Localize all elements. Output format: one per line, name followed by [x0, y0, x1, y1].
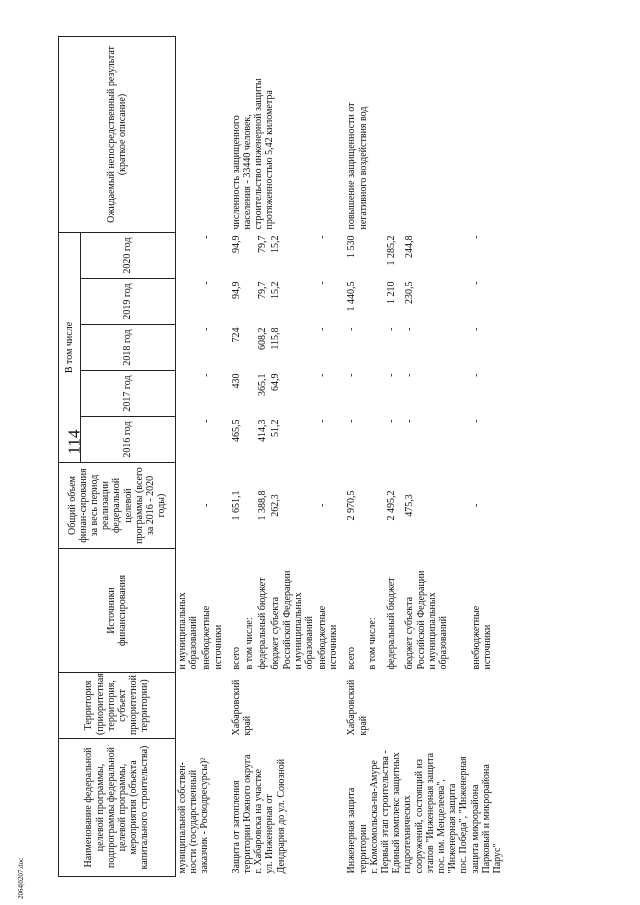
year-amount-cell: 1 210: [385, 281, 397, 304]
total-amount-cell: [243, 463, 256, 549]
year-amount-cell: 94,9: [230, 235, 242, 253]
funding-source-line: всего: [230, 646, 242, 670]
territory-text: Хабаровский край: [230, 679, 253, 736]
total-amount-cell: 2 495,2: [385, 490, 397, 521]
funding-source-cell: [385, 549, 404, 673]
territory-text: Хабаровский край: [346, 679, 369, 736]
funding-source-cell: [470, 549, 505, 673]
header-result: Ожидаемый непосредственный результат (краткое описание): [59, 36, 176, 232]
table-row: [176, 36, 201, 876]
measure-name-line: "Инженерная защита: [447, 783, 459, 874]
year-amount-cell: [366, 325, 385, 371]
total-amount-cell: 2 970,5: [346, 490, 358, 521]
funding-source-cell: [256, 549, 269, 673]
table-row: [225, 36, 243, 876]
year-amount-cell: -: [470, 235, 482, 239]
year-amount-cell: [243, 325, 256, 371]
year-amount-cell: -: [385, 373, 397, 377]
footer-file-code: 2064|0207.doc: [17, 857, 25, 899]
year-amount-cell: -: [346, 419, 358, 423]
funding-source-line: в том числе:: [243, 617, 255, 670]
year-amount-cell: 414,3: [257, 419, 269, 442]
funding-source-line: внебюджетные: [470, 605, 482, 670]
funding-source-cell: [176, 549, 201, 673]
year-amount-cell: -: [346, 373, 358, 377]
funding-source-line: в том числе:: [367, 617, 379, 670]
year-amount-cell: [366, 232, 385, 278]
measure-name-line: территории: [357, 824, 369, 874]
total-amount-cell: 1 651,1: [230, 490, 242, 521]
measure-name-line: Единый комплекс защитных: [391, 752, 403, 874]
funding-source-line: Российской Федерации: [281, 570, 293, 670]
financing-table: [58, 36, 504, 877]
funding-source-cell: [340, 549, 366, 673]
expected-result-line: протяженностью 5,42 километра: [264, 90, 276, 230]
year-amount-cell: [176, 325, 201, 371]
total-amount-cell: -: [201, 503, 213, 508]
territory-cell: [176, 673, 225, 739]
year-amount-cell: 79,7: [257, 281, 269, 299]
measure-name-line: ности (государственный: [188, 769, 200, 874]
header-year: 2018 год: [81, 325, 176, 371]
header-year: 2019 год: [81, 279, 176, 325]
funding-source-cell: [403, 549, 469, 673]
measure-name-line: заказчик - Росводресурсы)²: [199, 757, 211, 874]
measure-name-line: пос. Победа", "Инженерная: [458, 756, 470, 874]
year-amount-cell: 724: [230, 327, 242, 343]
measure-name-cell: [176, 739, 225, 877]
year-amount-cell: -: [201, 327, 213, 331]
funding-source-line: и муниципальных: [177, 592, 188, 670]
expected-result-line: негативного воздействия вод: [357, 106, 369, 230]
measure-name-line: Инженерная защита: [346, 787, 358, 874]
year-amount-cell: -: [470, 327, 482, 331]
year-amount-cell: 1 285,2: [385, 235, 397, 266]
header-including: В том числе: [59, 232, 81, 462]
header-year: 2017 год: [81, 371, 176, 417]
year-amount-cell: -: [317, 281, 329, 285]
year-amount-cell: 94,9: [230, 281, 242, 299]
header-name: Наименование федеральной целевой программы, подпрограммы федеральной целевой программы, мероприятия (объекта капитального строительства): [59, 739, 176, 877]
total-amount-cell: 1 388,8: [257, 490, 269, 521]
funding-source-line: внебюджетные: [201, 605, 213, 670]
year-amount-cell: 115,8: [270, 327, 282, 350]
funding-source-cell: [316, 549, 340, 673]
expected-result-line: строительство инженерной защиты: [253, 78, 265, 230]
funding-source-line: всего: [346, 646, 358, 670]
funding-source-line: бюджет субъекта: [404, 596, 416, 670]
year-amount-cell: -: [201, 235, 213, 239]
year-amount-cell: 465,5: [230, 419, 242, 442]
year-amount-cell: 1 530: [346, 235, 358, 258]
measure-name-line: сооружений, состоящий из: [413, 759, 425, 874]
funding-source-line: внебюджетные: [317, 605, 329, 670]
year-amount-cell: [243, 279, 256, 325]
year-amount-cell: -: [404, 373, 416, 377]
measure-name-line: г. Хабаровска на участке: [253, 768, 265, 874]
funding-source-cell: [243, 549, 256, 673]
year-amount-cell: [243, 371, 256, 417]
year-amount-cell: -: [346, 327, 358, 331]
funding-source-line: источники: [212, 624, 224, 670]
header-year: 2020 год: [81, 232, 176, 278]
year-amount-cell: [176, 232, 201, 278]
funding-source-line: и муниципальных: [292, 592, 304, 670]
header-territory: Территория (приоритетная территория, субъект приоритетной территории): [59, 673, 176, 739]
year-amount-cell: [243, 232, 256, 278]
measure-name-line: г. Комсомольска-на-Амуре: [368, 760, 380, 874]
expected-result-cell: [225, 36, 341, 232]
year-amount-cell: 230,5: [404, 281, 416, 304]
year-amount-cell: [176, 417, 201, 463]
table-row: [340, 36, 366, 876]
year-amount-cell: [176, 279, 201, 325]
expected-result-line: повышение защищенности от: [346, 102, 358, 230]
funding-source-cell: [269, 549, 316, 673]
measure-name-line: защита микрорайона: [469, 784, 481, 874]
funding-source-cell: [366, 549, 385, 673]
year-amount-cell: -: [317, 327, 329, 331]
measure-name-line: муниципальной собствен-: [177, 762, 188, 874]
year-amount-cell: -: [404, 327, 416, 331]
funding-source-line: бюджет субъекта: [270, 596, 282, 670]
funding-source-line: Российской Федерации: [415, 570, 427, 670]
funding-source-line: федеральный бюджет: [385, 577, 397, 670]
funding-source-line: источники: [481, 624, 493, 670]
year-amount-cell: 365,1: [257, 373, 269, 396]
year-amount-cell: -: [470, 373, 482, 377]
year-amount-cell: -: [317, 373, 329, 377]
year-amount-cell: -: [201, 281, 213, 285]
measure-name-line: Защита от затопления: [230, 780, 242, 874]
year-amount-cell: -: [404, 419, 416, 423]
year-amount-cell: -: [385, 419, 397, 423]
total-amount-cell: 262,3: [270, 494, 282, 517]
year-amount-cell: -: [385, 327, 397, 331]
measure-name-line: Дендрария до ул. Союзной: [275, 758, 287, 874]
total-amount-cell: -: [317, 503, 329, 508]
header-total: Общий объем финан-сирования за весь период реализации федеральной целевой программы (всего за 2016 - 2020 годы): [59, 463, 176, 549]
total-amount-cell: [366, 463, 385, 549]
funding-source-line: федеральный бюджет: [257, 577, 269, 670]
measure-name-cell: [340, 739, 504, 877]
measure-name-line: Парус": [491, 843, 503, 874]
funding-source-line: и муниципальных: [426, 592, 438, 670]
total-amount-cell: [176, 463, 201, 549]
measure-name-line: этапов "Инженерная защита: [424, 752, 436, 874]
year-amount-cell: 430: [230, 373, 242, 389]
funding-source-cell: [200, 549, 224, 673]
expected-result-line: населения - 33440 человек,: [241, 114, 253, 230]
year-amount-cell: 79,7: [257, 235, 269, 253]
funding-source-line: образований: [438, 615, 449, 670]
funding-source-line: образований: [303, 615, 315, 670]
table-body: [176, 36, 505, 876]
territory-cell: [340, 673, 504, 739]
year-amount-cell: [243, 417, 256, 463]
year-amount-cell: 51,2: [270, 419, 282, 437]
measure-name-line: пос. им. Менделеева",: [435, 779, 447, 874]
measure-name-line: территории Южного округа: [241, 754, 253, 874]
year-amount-cell: [176, 371, 201, 417]
rotated-table-container: [58, 37, 636, 877]
measure-name-cell: [225, 739, 341, 877]
total-amount-cell: 475,3: [404, 494, 416, 517]
expected-result-cell: [176, 36, 225, 232]
year-amount-cell: -: [470, 419, 482, 423]
year-amount-cell: -: [317, 419, 329, 423]
year-amount-cell: 1 440,5: [346, 281, 358, 312]
header-year: 2016 год: [81, 417, 176, 463]
expected-result-cell: [340, 36, 504, 232]
year-amount-cell: -: [317, 235, 329, 239]
funding-source-cell: [225, 549, 243, 673]
measure-name-line: ул. Инженерная от: [264, 794, 276, 874]
measure-name-line: Парковый и микрорайона: [480, 764, 492, 874]
year-amount-cell: -: [201, 419, 213, 423]
funding-source-line: образований: [188, 615, 200, 670]
year-amount-cell: 64,9: [270, 373, 282, 391]
year-amount-cell: 608,2: [257, 327, 269, 350]
year-amount-cell: -: [470, 281, 482, 285]
year-amount-cell: 15,2: [270, 281, 282, 299]
measure-name-line: гидротехнических: [402, 795, 414, 874]
year-amount-cell: -: [201, 373, 213, 377]
year-amount-cell: [366, 371, 385, 417]
page-number: 114: [64, 429, 84, 455]
year-amount-cell: 244,8: [404, 235, 416, 258]
territory-cell: [225, 673, 341, 739]
year-amount-cell: [366, 417, 385, 463]
total-amount-cell: -: [470, 503, 482, 508]
year-amount-cell: [366, 279, 385, 325]
measure-name-line: Первый этап строительства -: [380, 750, 391, 874]
expected-result-line: численность защищенного: [230, 115, 242, 230]
year-amount-cell: 15,2: [270, 235, 282, 253]
funding-source-line: источники: [328, 624, 340, 670]
header-sources: Источники финансирования: [59, 549, 176, 673]
